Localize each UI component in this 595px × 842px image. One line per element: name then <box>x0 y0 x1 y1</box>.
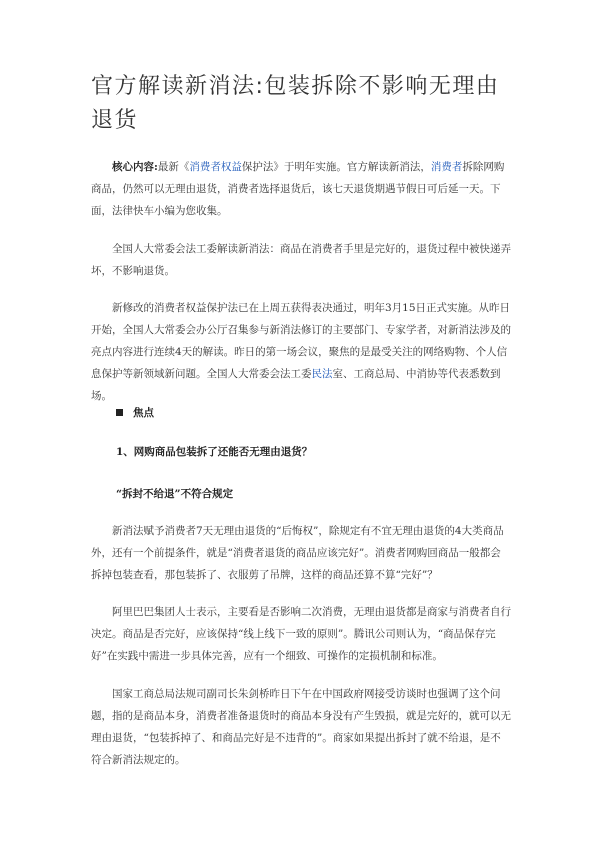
lead-text-1: 最新《 <box>157 161 190 173</box>
link-consumer-rights[interactable]: 消费者权益 <box>189 161 242 173</box>
paragraph-5: 国家工商总局法规司副司长朱剑桥昨日下午在中国政府网接受访谈时也强调了这个问题，指的是商品本身，消费者准备退货时的商品本身没有产生毁损，就是完好的，就可以无理由退货，“包装拆掉了、和商品完好是不违背的”。商家如果提出拆封了就不给退，是不符合新消法规定的。 <box>91 688 511 766</box>
focus-heading-text: 焦点 <box>133 407 154 419</box>
p2-text-1: 新修改的消费者权益保护法已在上周五获得表决通过，明年3月15日正式实施。从昨日开始，全国人大常委会办公厅召集参与新消法修订的主要部门、专家学者，对新消法涉及的亮点内容进行连续4天的解读。昨日的第一场会议，聚焦的是最受关注的网络购物、个人信息保护等新领域新问题。全国人大常委会法工委 <box>91 302 511 380</box>
sub-heading: “拆封不给退”不符合规定 <box>116 488 234 500</box>
paragraph-1: 全国人大常委会法工委解读新消法：商品在消费者手里是完好的，退货过程中被快递弄坏，不影响退货。 <box>91 243 511 277</box>
question-heading: 1、网购商品包装拆了还能否无理由退货？ <box>116 446 313 458</box>
lead-text-3: 拆除网购商品，仍然可以无理由退货，消费者选择退货后，该七天退货期遇节假日可后延一天。下面，法律快车小编为您收集。 <box>91 161 505 217</box>
paragraph-2 <box>91 297 511 407</box>
link-civil-law[interactable]: 民法 <box>311 368 333 380</box>
article-title: 官方解读新消法:包装拆除不影响无理由退货 <box>91 74 500 133</box>
p2-text-2: 室、工商总局、中消协等代表悉数到场。 <box>91 368 501 402</box>
lead-label: 核心内容: <box>112 161 158 173</box>
link-consumer[interactable]: 消费者 <box>430 161 463 173</box>
lead-text-2: 保护法》于明年实施。官方解读新消法， <box>241 161 431 173</box>
paragraph-4: 阿里巴巴集团人士表示，主要看是否影响二次消费，无理由退货都是商家与消费者自行决定。商品是否完好，应该保持“线上线下一致的原则”。腾讯公司则认为，“商品保存完好”在实践中需进一步具体完善，应有一个细致、可操作的定损机制和标准。 <box>91 606 511 662</box>
focus-heading <box>116 405 154 421</box>
lead-paragraph <box>91 156 511 222</box>
paragraph-3: 新消法赋予消费者7天无理由退货的“后悔权”，除规定有不宜无理由退货的4大类商品外，还有一个前提条件，就是“消费者退货的商品应该完好”。消费者网购回商品一般都会拆掉包装查看，那包装拆了、衣服剪了吊牌，这样的商品还算不算“完好”？ <box>91 525 504 581</box>
square-bullet-icon <box>116 409 123 416</box>
